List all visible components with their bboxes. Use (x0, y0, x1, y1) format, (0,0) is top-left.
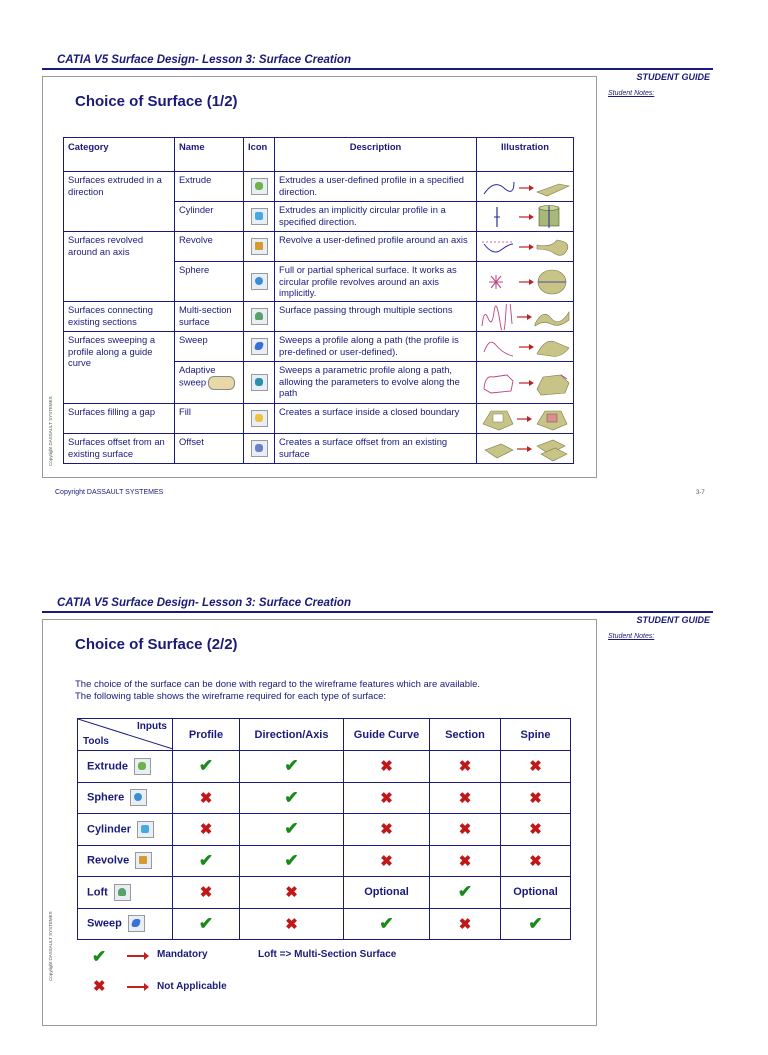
tool-cell (78, 782, 173, 814)
intro-line-2: The following table shows the wireframe required for each type of surface: (75, 691, 387, 702)
check-icon (240, 845, 344, 877)
category-cell: Surfaces connecting existing sections (64, 302, 175, 332)
col-header: Description (275, 138, 477, 172)
tool-cell (78, 877, 173, 909)
cross-icon (240, 908, 344, 940)
student-notes-label: Student Notes: (608, 90, 655, 97)
table-row (78, 751, 571, 783)
course-title: CATIA V5 Surface Design- Lesson 3: Surface Creation (57, 54, 351, 66)
sphere-icon (251, 273, 268, 290)
extrude-illustration (477, 172, 574, 202)
cross-icon: ✖ (380, 789, 393, 807)
table-row (78, 845, 571, 877)
cross-icon: ✖ (199, 821, 213, 839)
name-cell: Offset (175, 434, 244, 464)
table-row (64, 434, 574, 464)
table-row (64, 302, 574, 332)
col-header: Icon (244, 138, 275, 172)
description-cell: Surface passing through multiple sections (275, 302, 477, 332)
cross-icon (430, 814, 501, 846)
category-cell: Surfaces extruded in a direction (64, 172, 175, 232)
cross-icon: ✖ (458, 821, 472, 839)
surface-category-table (63, 137, 574, 464)
intro-line-1: The choice of the surface can be done with regard to the wireframe features which are available. (75, 679, 481, 690)
course-title: CATIA V5 Surface Design- Lesson 3: Surface Creation (57, 597, 351, 609)
revolve-illustration (477, 232, 574, 262)
value-cell: Optional (344, 877, 430, 909)
check-icon (240, 751, 344, 783)
cross-icon (240, 877, 344, 909)
cross-icon (173, 877, 240, 909)
cross-icon (173, 782, 240, 814)
check-icon: ✔ (198, 756, 214, 776)
description-cell: Extrudes a user-defined profile in a specified direction. (275, 172, 477, 202)
header-rule (42, 68, 713, 70)
name-cell: Multi-section surface (175, 302, 244, 332)
check-icon (344, 908, 430, 940)
fill-icon (251, 410, 268, 427)
description-cell: Creates a surface offset from an existing surface (275, 434, 477, 464)
tool-label: Loft (87, 886, 108, 899)
cross-icon: ✖ (380, 821, 393, 839)
table-row (78, 782, 571, 814)
student-notes-label: Student Notes: (608, 633, 655, 640)
offset-illustration (477, 434, 574, 464)
col-header: Spine (501, 719, 571, 751)
check-icon: ✔ (284, 819, 299, 839)
description-cell: Creates a surface inside a closed boundary (275, 404, 477, 434)
name-cell: Fill (175, 404, 244, 434)
footer-copyright: Copyright DASSAULT SYSTEMES (55, 489, 164, 496)
tool-label: Sphere (87, 791, 125, 804)
check-icon: ✔ (528, 913, 543, 933)
check-icon (501, 908, 571, 940)
tool-label: Extrude (87, 760, 128, 773)
description-cell: Sweeps a profile along a path (the profile is pre-defined or user-defined). (275, 332, 477, 362)
description-cell: Extrudes an implicitly circular profile in a specified direction. (275, 202, 477, 232)
mandatory-arrow-icon (127, 955, 147, 957)
not-applicable-cross-icon: ✖ (93, 978, 106, 995)
mandatory-check-icon: ✔ (92, 947, 107, 966)
cross-icon (501, 751, 571, 783)
student-guide-label: STUDENT GUIDE (636, 615, 710, 625)
cross-icon: ✖ (529, 852, 542, 870)
cross-icon: ✖ (529, 789, 542, 807)
legend-mandatory: Mandatory (157, 949, 208, 960)
table-row (64, 172, 574, 202)
wireframe-requirements-table (77, 718, 571, 940)
cross-icon: ✖ (458, 789, 472, 807)
revolve-icon (135, 852, 152, 869)
cross-icon (501, 814, 571, 846)
table-row (78, 814, 571, 846)
table-row (64, 232, 574, 262)
table-row (78, 908, 571, 940)
col-header: Section (430, 719, 501, 751)
check-icon: ✔ (379, 913, 394, 933)
sweep-icon (251, 338, 268, 355)
table-row (78, 877, 571, 909)
cross-icon: ✖ (529, 758, 542, 776)
cylinder-icon (137, 821, 154, 838)
sweep-icon (128, 915, 145, 932)
table-row (64, 332, 574, 362)
page-title: Choice of Surface (2/2) (75, 636, 238, 653)
legend-not-applicable: Not Applicable (157, 981, 227, 992)
cross-icon (344, 782, 430, 814)
cross-icon (430, 782, 501, 814)
description-cell: Revolve a user-defined profile around an axis (275, 232, 477, 262)
cross-icon (430, 845, 501, 877)
cross-icon: ✖ (285, 884, 298, 902)
table-row (64, 404, 574, 434)
offset-icon (251, 440, 268, 457)
check-icon (173, 845, 240, 877)
sweep-illustration (477, 332, 574, 362)
legend-loft-note: Loft => Multi-Section Surface (258, 949, 397, 960)
check-icon (430, 877, 501, 909)
tool-label: Cylinder (87, 823, 132, 836)
adaptive-sweep-badge-icon (208, 376, 235, 390)
adaptive-sweep-name: Adaptive sweep (179, 364, 216, 387)
check-icon (240, 814, 344, 846)
vertical-copyright: Copyright DASSAULT SYSTEMES (48, 911, 53, 981)
tool-label: Sweep (87, 917, 122, 930)
cross-icon: ✖ (458, 915, 472, 933)
page-number: 3-7 (696, 490, 705, 496)
student-guide-label: STUDENT GUIDE (636, 72, 710, 82)
value-cell: Optional (501, 877, 571, 909)
cross-icon: ✖ (380, 758, 393, 776)
tool-cell (78, 908, 173, 940)
loft-icon (114, 884, 131, 901)
category-cell: Surfaces filling a gap (64, 404, 175, 434)
vertical-copyright: Copyright DASSAULT SYSTEMES (48, 396, 53, 466)
check-icon: ✔ (457, 882, 473, 902)
description-cell: Full or partial spherical surface. It works as circular profile revolves around an axis implicitly. (275, 262, 477, 302)
multi-section-icon (251, 308, 268, 325)
cross-icon (430, 908, 501, 940)
col-header: Direction/Axis (240, 719, 344, 751)
tool-label: Revolve (87, 854, 130, 867)
cross-icon (344, 814, 430, 846)
corner-inputs-label: Inputs (137, 721, 167, 732)
check-icon: ✔ (284, 850, 299, 870)
check-icon (173, 908, 240, 940)
category-cell: Surfaces offset from an existing surface (64, 434, 175, 464)
check-icon: ✔ (284, 756, 299, 776)
cross-icon (501, 782, 571, 814)
col-header: Guide Curve (344, 719, 430, 751)
col-header: Category (64, 138, 175, 172)
check-icon (173, 751, 240, 783)
cross-icon: ✖ (380, 852, 393, 870)
not-applicable-arrow-icon (127, 986, 147, 988)
fill-illustration (477, 404, 574, 434)
name-cell: Sweep (175, 332, 244, 362)
page-title: Choice of Surface (1/2) (75, 93, 238, 110)
extrude-icon (251, 178, 268, 195)
name-cell (175, 362, 244, 404)
check-icon (240, 782, 344, 814)
category-cell: Surfaces revolved around an axis (64, 232, 175, 302)
col-header: Profile (173, 719, 240, 751)
col-header: Name (175, 138, 244, 172)
cross-icon: ✖ (199, 789, 213, 807)
cross-icon: ✖ (529, 821, 542, 839)
cylinder-icon (251, 208, 268, 225)
name-cell: Sphere (175, 262, 244, 302)
tool-cell (78, 814, 173, 846)
check-icon: ✔ (198, 850, 214, 870)
cross-icon: ✖ (199, 884, 213, 902)
name-cell: Extrude (175, 172, 244, 202)
header-rule (42, 611, 713, 613)
check-icon: ✔ (284, 787, 299, 807)
cross-icon (501, 845, 571, 877)
description-cell: Sweeps a parametric profile along a path, allowing the parameters to evolve along the path (275, 362, 477, 404)
corner-cell (78, 719, 173, 751)
adaptive-sweep-icon (251, 374, 268, 391)
extrude-icon (134, 758, 151, 775)
adaptive-sweep-illustration (477, 362, 574, 404)
cross-icon: ✖ (285, 915, 298, 933)
tool-cell (78, 845, 173, 877)
name-cell: Cylinder (175, 202, 244, 232)
multi-section-illustration (477, 302, 574, 332)
table-header-row (64, 138, 574, 172)
cross-icon: ✖ (458, 758, 472, 776)
category-cell: Surfaces sweeping a profile along a guide curve (64, 332, 175, 404)
cross-icon (173, 814, 240, 846)
revolve-icon (251, 238, 268, 255)
cross-icon (430, 751, 501, 783)
table-header-row (78, 719, 571, 751)
name-cell: Revolve (175, 232, 244, 262)
cross-icon (344, 845, 430, 877)
cylinder-illustration (477, 202, 574, 232)
tool-cell (78, 751, 173, 783)
corner-tools-label: Tools (83, 736, 109, 747)
cross-icon (344, 751, 430, 783)
sphere-illustration (477, 262, 574, 302)
check-icon: ✔ (198, 913, 214, 933)
cross-icon: ✖ (458, 852, 472, 870)
sphere-icon (130, 789, 147, 806)
col-header: Illustration (477, 138, 574, 172)
